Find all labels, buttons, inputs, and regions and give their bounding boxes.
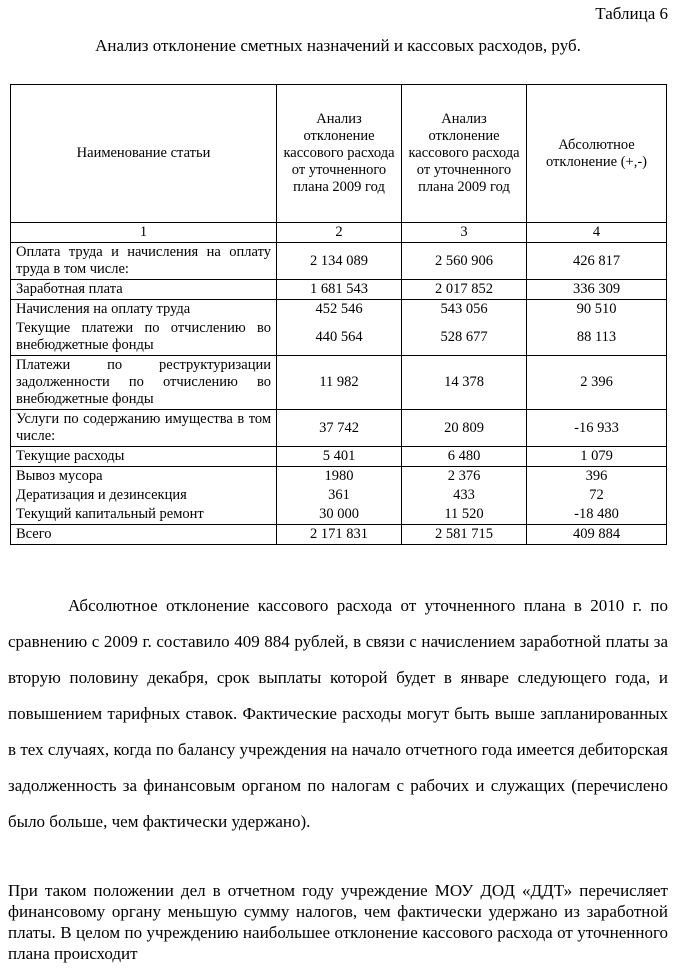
row-name: Текущий капитальный ремонт (11, 505, 277, 525)
row-value-col4: 2 396 (527, 356, 667, 410)
row-value-col4: 426 817 (527, 243, 667, 280)
row-value-col3: 528 677 (402, 319, 527, 356)
row-name: Платежи по реструктуризации задолженности по отчислению во внебюджетные фонды (11, 356, 277, 410)
row-name: Начисления на оплату труда (11, 300, 277, 320)
row-name: Текущие платежи по отчислению во внебюджетные фонды (11, 319, 277, 356)
table-row (11, 447, 667, 467)
col-number: 2 (277, 223, 402, 243)
row-value-col3: 2 376 (402, 467, 527, 487)
column-number-row (11, 223, 667, 243)
table-row (11, 243, 667, 280)
row-value-col4: -16 933 (527, 410, 667, 447)
row-name: Оплата труда и начисления на оплату труда в том числе: (11, 243, 277, 280)
table-row (11, 356, 667, 410)
row-name: Дератизация и дезинсекция (11, 486, 277, 505)
paragraph-analysis: Абсолютное отклонение кассового расхода от уточненного плана в 2010 г. по сравнению с 2009 г. составило 409 884 рублей, в связи с начислением заработной платы за вторую половину декабря, срок выплаты которой будет в январе следующего года, и повышением тарифных ставок. Фактические расходы могут быть выше запланированных в тех случаях, когда по балансу учреждения на начало отчетного года имеется дебиторская задолженность за финансовым органом по налогам с рабочих и служащих (перечислено было больше, чем фактически удержано). (8, 596, 668, 831)
table-row (11, 486, 667, 505)
header-item-name: Наименование статьи (11, 85, 277, 223)
row-value-col2: 1 681 543 (277, 280, 402, 300)
table-row (11, 300, 667, 320)
row-value-col4: 1 079 (527, 447, 667, 467)
table-row (11, 280, 667, 300)
row-name: Вывоз мусора (11, 467, 277, 487)
col-number: 1 (11, 223, 277, 243)
table-row (11, 410, 667, 447)
col-number: 4 (527, 223, 667, 243)
table-row (11, 505, 667, 525)
budget-deviation-table (10, 84, 667, 545)
row-value-col4: 88 113 (527, 319, 667, 356)
row-value-col2: 1980 (277, 467, 402, 487)
row-value-col3: 14 378 (402, 356, 527, 410)
row-value-col3: 2 017 852 (402, 280, 527, 300)
row-value-col3: 6 480 (402, 447, 527, 467)
row-name: Всего (11, 525, 277, 545)
row-value-col4: 90 510 (527, 300, 667, 320)
row-value-col2: 2 171 831 (277, 525, 402, 545)
table-row (11, 467, 667, 487)
row-value-col4: 409 884 (527, 525, 667, 545)
row-value-col4: 72 (527, 486, 667, 505)
row-value-col3: 2 560 906 (402, 243, 527, 280)
row-value-col4: 396 (527, 467, 667, 487)
row-value-col2: 2 134 089 (277, 243, 402, 280)
row-value-col3: 543 056 (402, 300, 527, 320)
row-value-col3: 20 809 (402, 410, 527, 447)
row-name: Заработная плата (11, 280, 277, 300)
header-abs-deviation: Абсолютное отклонение (+,-) (527, 85, 667, 223)
row-value-col3: 2 581 715 (402, 525, 527, 545)
header-col3: Анализ отклонение кассового расхода от уточненного плана 2009 год (402, 85, 527, 223)
row-value-col2: 440 564 (277, 319, 402, 356)
row-value-col4: 336 309 (527, 280, 667, 300)
row-value-col4: -18 480 (527, 505, 667, 525)
header-col2: Анализ отклонение кассового расхода от уточненного плана 2009 год (277, 85, 402, 223)
col-number: 3 (402, 223, 527, 243)
row-name: Текущие расходы (11, 447, 277, 467)
row-value-col2: 452 546 (277, 300, 402, 320)
row-value-col2: 5 401 (277, 447, 402, 467)
table-row (11, 319, 667, 356)
row-value-col2: 361 (277, 486, 402, 505)
table-number-label: Таблица 6 (595, 4, 668, 23)
table-row-total (11, 525, 667, 545)
row-value-col3: 433 (402, 486, 527, 505)
row-value-col2: 37 742 (277, 410, 402, 447)
paragraph-continuation: При таком положении дел в отчетном году учреждение МОУ ДОД «ДДТ» перечисляет финансовому органу меньшую сумму налогов, чем фактически удержано из заработной платы. В целом по учреждению наибольшее отклонение кассового расхода от уточненного плана происходит (8, 881, 668, 963)
row-value-col3: 11 520 (402, 505, 527, 525)
row-value-col2: 30 000 (277, 505, 402, 525)
table-title: Анализ отклонение сметных назначений и кассовых расходов, руб. (95, 36, 581, 55)
row-name: Услуги по содержанию имущества в том числе: (11, 410, 277, 447)
row-value-col2: 11 982 (277, 356, 402, 410)
